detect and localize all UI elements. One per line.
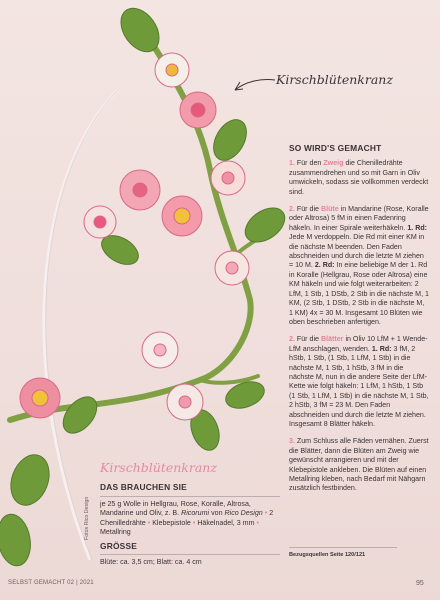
- round-label: 2. Rd:: [314, 261, 335, 270]
- step-number: 3.: [289, 437, 295, 446]
- step-number: 2.: [289, 205, 295, 214]
- divider: [100, 496, 280, 497]
- divider: [100, 554, 280, 555]
- materials-heading: DAS BRAUCHEN SIE: [100, 482, 187, 492]
- photo-credit: Fotos Rico Design: [84, 496, 90, 540]
- materials-text: [100, 500, 280, 538]
- size-heading: GRÖSSE: [100, 541, 138, 551]
- materials-item: Klebepistole: [152, 518, 191, 527]
- separator-dot: •: [147, 518, 151, 527]
- materials-item: 2 Chenilledrähte: [100, 509, 274, 527]
- step-text: Für die: [296, 205, 319, 214]
- separator-dot: •: [264, 509, 268, 518]
- round-text: 3 fM, 2 hStb, 1 Stb, (1 Stb, 1 LfM, 1 Stb) in die nächste M, 1 Stb, 1 hStb, 3 fM in die nächste M, nun in die andere Seite der LfM-Kette wie folgt häkeln: 1 LfM, 1 hStb, 1 Stb (1 Stb, 1 LfM, 1 Stb) in die nächste M, 1 Stb, 2 hStb, 3 fM = 23 M. Den Faden abschneiden und durch die letzte M ziehen. Insgesamt 8 Blätter häkeln.: [289, 344, 429, 428]
- step-2: [289, 205, 429, 327]
- section-title-script: Kirschblütenkranz: [100, 460, 217, 475]
- step-text: in Mandarine (Rose, Koralle oder Altrosa) 5 fM in einen Fadenring häkeln. In einer Spirale weiterhäkeln.: [289, 205, 429, 232]
- separator-dot: •: [256, 518, 259, 527]
- step-text: in Oliv 10 LfM + 1 Wende-LfM anschlagen, wenden.: [289, 335, 428, 353]
- round-label: 1. Rd:: [371, 344, 392, 353]
- sources-reference: Bezugsquellen Seite 120/121: [289, 552, 366, 558]
- step-highlight: Blüte: [320, 205, 339, 214]
- page-number: 95: [416, 580, 424, 587]
- step-highlight: Blätter: [320, 335, 344, 344]
- instructions-column: [289, 144, 429, 502]
- step-text: die Chenilledrähte zusammendrehen und so mit Garn in Oliv umwickeln, sodass sie vollkommen verdeckt sind.: [289, 159, 429, 196]
- step-number: 1.: [289, 159, 295, 168]
- step-3: [289, 335, 429, 429]
- round-label: 1. Rd:: [407, 223, 428, 232]
- materials-item: Metallring: [100, 528, 131, 537]
- brand-name: Ricorumi: [181, 509, 210, 518]
- materials-section: [100, 483, 280, 492]
- step-text: Für die: [296, 335, 319, 344]
- round-text: Jede M verdoppeln. Die Rd mit einer KM in die nächste M beenden. Den Faden abschneiden und durch die letzte M ziehen = 10 M.: [289, 233, 425, 270]
- round-text: In eine beliebige M der 1. Rd in Koralle (Hellgrau, Rose oder Altrosa) eine KM häkeln und wie folgt weiterarbeiten: 2 LfM, 1 Stb, 1 DStb, 2 Stb in die nächste M, 1 KM, (2 Stb, 1 DStb, 2 Stb in die nächste M, 1 KM) 4x = 30 M. Insgesamt 10 Blüten wie oben beschrieben anfertigen.: [289, 261, 429, 326]
- step-text: Für den: [296, 159, 322, 168]
- page-title-script: Kirschblütenkranz: [276, 72, 393, 87]
- step-number: 2.: [289, 335, 295, 344]
- step-text: Zum Schluss alle Fäden vernähen. Zuerst die Blätter, dann die Blüten am Zweig wie gewünscht arrangieren und mit der Klebepistole ankleben. Die Blüten auf einen Metallring kleben, nach Bedarf mit Nähgarn zusätzlich festbinden.: [289, 437, 429, 493]
- materials-item: Häkelnadel, 3 mm: [197, 518, 255, 527]
- instructions-heading: SO WIRD'S GEMACHT: [289, 143, 382, 153]
- materials-text-part: von: [211, 509, 223, 518]
- step-1: [289, 159, 429, 197]
- separator-dot: •: [192, 518, 196, 527]
- size-section: [100, 542, 280, 551]
- footer-magazine: SELBST GEMACHT 02 | 2021: [8, 580, 94, 586]
- size-text: Blüte: ca. 3,5 cm; Blatt: ca. 4 cm: [100, 558, 202, 566]
- brand-name: Rico Design: [224, 509, 263, 518]
- step-4: [289, 437, 429, 493]
- divider: [289, 547, 397, 548]
- step-highlight: Zweig: [323, 159, 344, 168]
- materials-yarn: je 25 g Wolle in Hellgrau, Rose, Koralle, Altrosa, Mandarine und Oliv, z. B.: [100, 500, 251, 518]
